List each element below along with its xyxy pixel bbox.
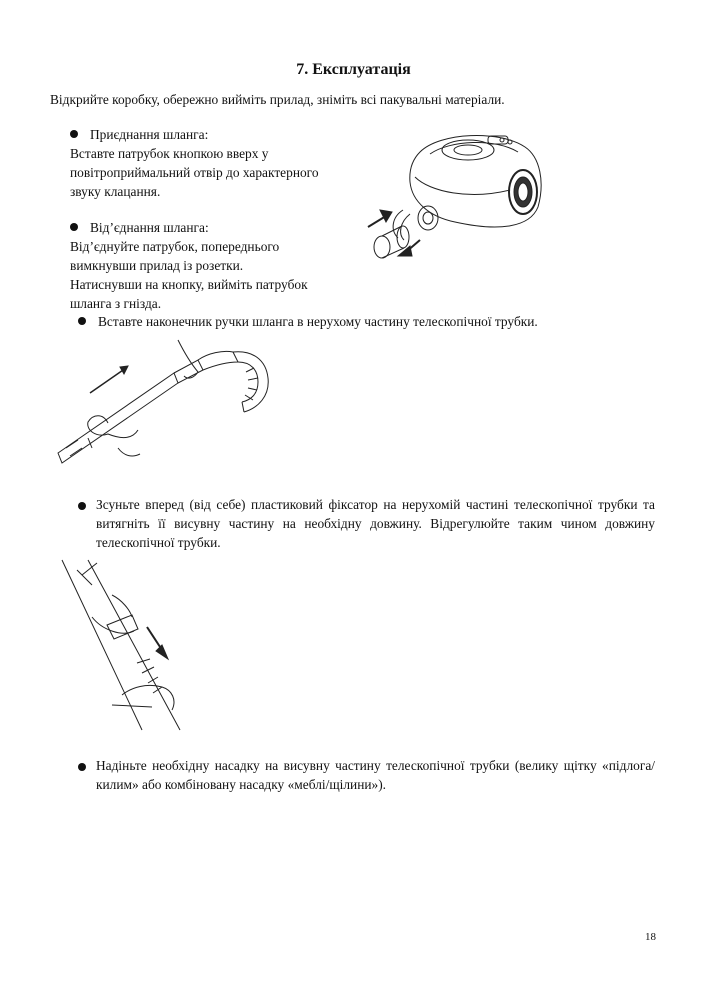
bullet-icon (78, 317, 86, 325)
attach-hose-line: Вставте патрубок кнопкою вверх у (70, 146, 269, 161)
slide-tube-bullet (78, 497, 86, 516)
nozzle-bullet (78, 758, 86, 777)
intro-text: Відкрийте коробку, обережно вийміть прилад, зніміть всі пакувальні матеріали. (50, 92, 505, 107)
attach-hose-line: повітроприймальний отвір до характерного (70, 165, 319, 180)
section-title: 7. Експлуатація (296, 61, 411, 78)
bullet-icon (78, 763, 86, 771)
bullet-icon (70, 223, 78, 231)
detach-hose-heading-text: Від’єднання шланга: (90, 220, 209, 235)
bullet-icon (70, 130, 78, 138)
hose-handle-insert-illustration (48, 338, 278, 468)
detach-hose-text (70, 237, 338, 313)
detach-hose-line: Від’єднуйте патрубок, попереднього (70, 239, 280, 254)
attach-hose-line: звуку клацання. (70, 184, 161, 199)
attach-hose-text (70, 144, 338, 201)
detach-hose-line: шланга з гнізда. (70, 296, 162, 311)
nozzle-text: Надіньте необхідну насадку на висувну частину телескопічної трубки (велику щітку «підлога/килим» або комбіновану насадку «меблі/щілини»). (96, 758, 655, 792)
slide-tube-text: Зсуньте вперед (від себе) пластиковий фіксатор на нерухомій частині телескопічної трубки та витягніть її висувну частину на необхідну довжину. Відрегулюйте таким чином довжину телескопічної трубки. (96, 497, 655, 550)
detach-hose-line: вимкнувши прилад із розетки. (70, 258, 244, 273)
insert-handle-text: Вставте наконечник ручки шланга в нерухому частину телескопічної трубки. (98, 314, 538, 329)
detach-hose-line: Натиснувши на кнопку, вийміть патрубок (70, 277, 308, 292)
page-number: 18 (645, 931, 656, 943)
telescopic-tube-illustration (52, 555, 220, 735)
attach-hose-heading (70, 125, 208, 144)
vacuum-hose-connection-illustration (360, 122, 550, 272)
bullet-icon (78, 502, 86, 510)
attach-hose-heading-text: Приєднання шланга: (90, 127, 209, 142)
detach-hose-heading (70, 218, 209, 237)
insert-handle-bullet (78, 312, 538, 331)
